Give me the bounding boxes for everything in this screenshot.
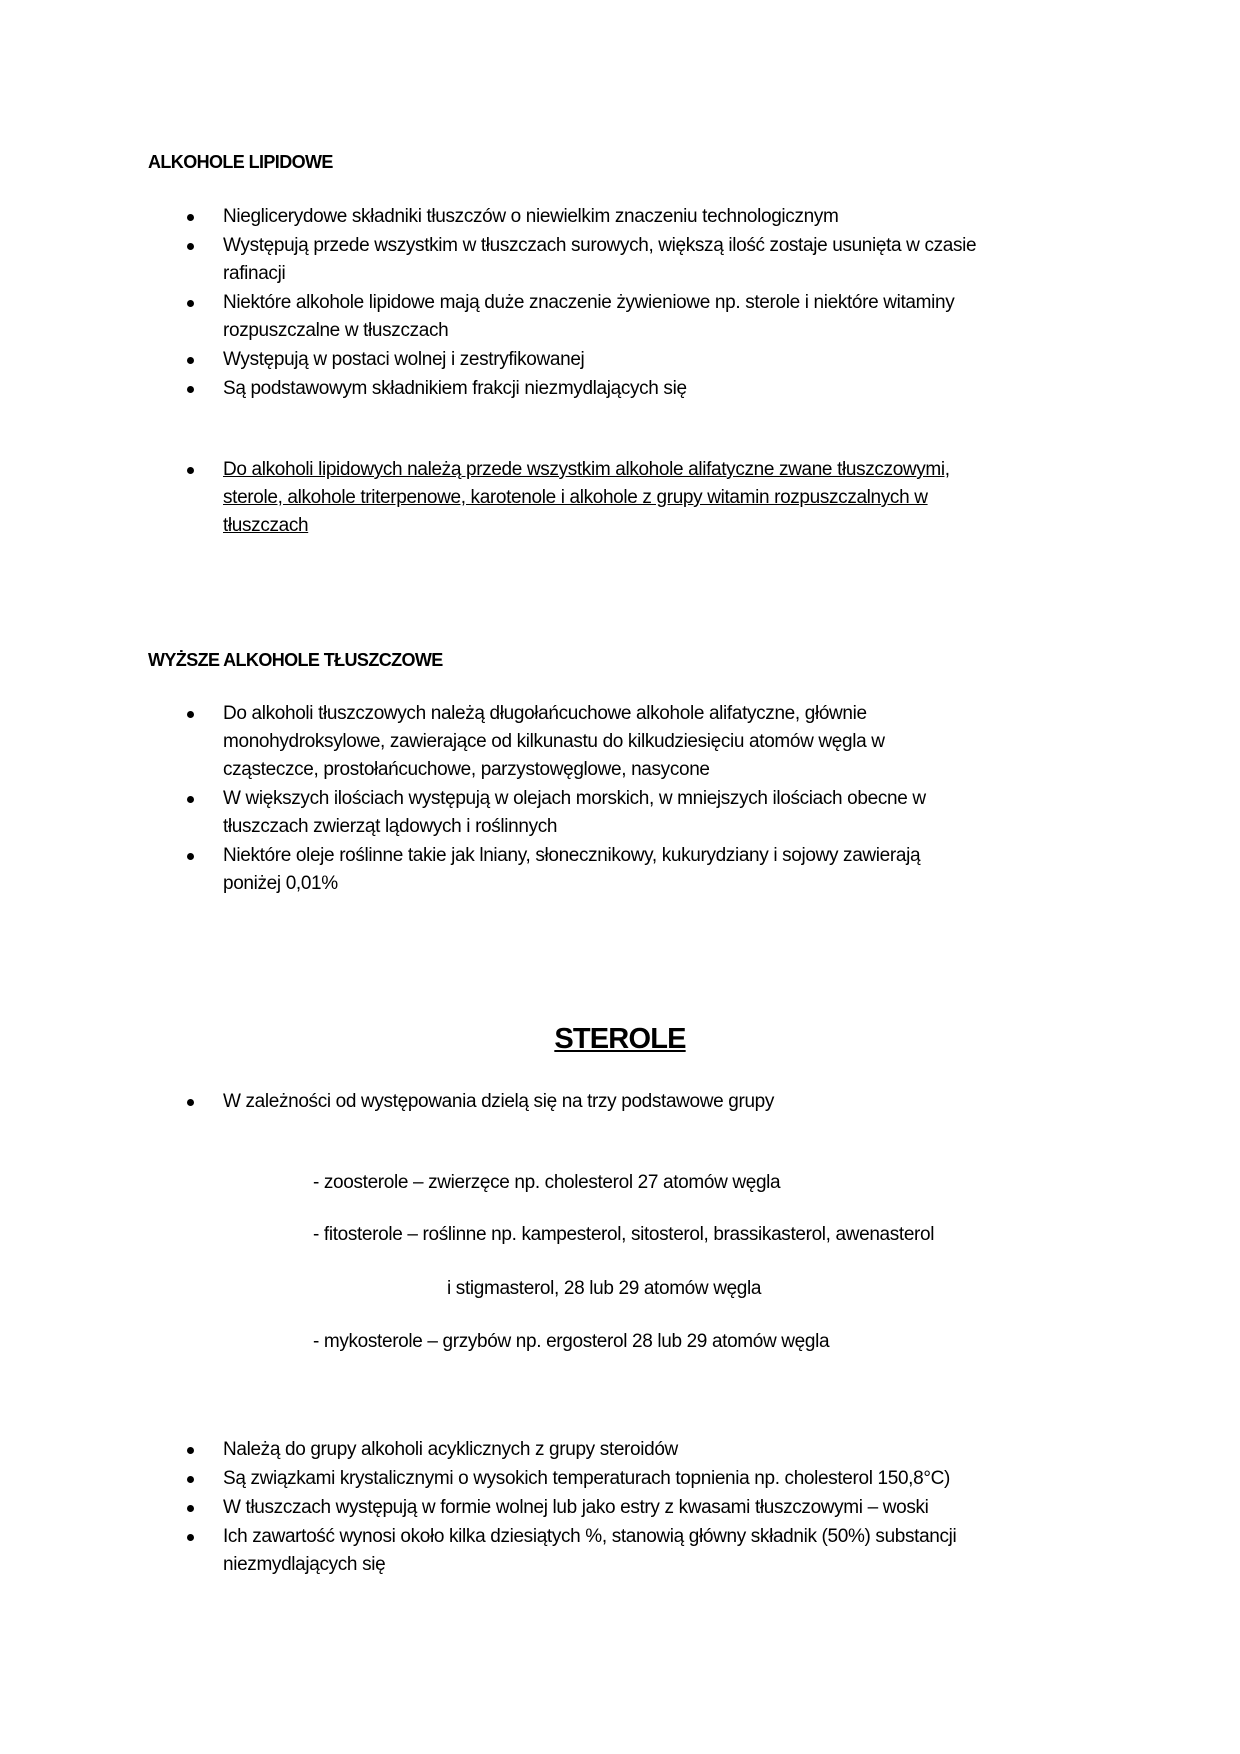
list-item-text: Niektóre oleje roślinne takie jak lniany, słonecznikowy, kukurydziany i sojowy zawierają <box>223 845 921 866</box>
bullet-icon <box>187 386 194 393</box>
list-item-text: W zależności od występowania dzielą się na trzy podstawowe grupy <box>223 1091 775 1112</box>
bullet-icon <box>187 1505 194 1512</box>
underlined-list-item-text: Do alkoholi lipidowych należą przede wszystkim alkohole alifatyczne zwane tłuszczowymi, <box>223 459 950 480</box>
sterol-group-line: - mykosterole – grzybów np. ergosterol 28 lub 29 atomów węgla <box>313 1331 830 1352</box>
bullet-icon <box>187 1099 194 1106</box>
list-item-text: Ich zawartość wynosi około kilka dziesiątych %, stanowią główny składnik (50%) substancji <box>223 1526 957 1547</box>
list-item-text: Należą do grupy alkoholi acyklicznych z grupy steroidów <box>223 1439 678 1460</box>
list-item-text: niezmydlających się <box>223 1554 386 1575</box>
list-item-text: Są podstawowym składnikiem frakcji niezmydlających się <box>223 378 687 399</box>
sterol-group-line: i stigmasterol, 28 lub 29 atomów węgla <box>447 1278 762 1299</box>
bullet-icon <box>187 300 194 307</box>
list-item-text: rafinacji <box>223 263 286 284</box>
section-title: STEROLE <box>554 1023 686 1055</box>
list-item-text: Są związkami krystalicznymi o wysokich temperaturach topnienia np. cholesterol 150,8°C) <box>223 1468 950 1489</box>
list-item-text: W większych ilościach występują w olejach morskich, w mniejszych ilościach obecne w <box>223 788 926 809</box>
list-item-text: poniżej 0,01% <box>223 873 338 894</box>
bullet-icon <box>187 467 194 474</box>
list-item-text: Występują przede wszystkim w tłuszczach surowych, większą ilość zostaje usunięta w czasie <box>223 235 977 256</box>
underlined-list-item-text: tłuszczach <box>223 515 309 536</box>
list-item-text: Do alkoholi tłuszczowych należą długołańcuchowe alkohole alifatyczne, głównie <box>223 703 867 724</box>
list-item-text: cząsteczce, prostołańcuchowe, parzystowęglowe, nasycone <box>223 759 710 780</box>
list-item-text: Występują w postaci wolnej i zestryfikowanej <box>223 349 585 370</box>
list-item-text: rozpuszczalne w tłuszczach <box>223 320 449 341</box>
section-heading: WYŻSZE ALKOHOLE TŁUSZCZOWE <box>148 650 443 670</box>
bullet-icon <box>187 796 194 803</box>
bullet-icon <box>187 711 194 718</box>
bullet-icon <box>187 1534 194 1541</box>
bullet-icon <box>187 1447 194 1454</box>
bullet-icon <box>187 357 194 364</box>
list-item-text: tłuszczach zwierząt lądowych i roślinnych <box>223 816 558 837</box>
sterol-group-line: - zoosterole – zwierzęce np. cholesterol 27 atomów węgla <box>313 1172 781 1193</box>
sterol-group-line: - fitosterole – roślinne np. kampesterol, sitosterol, brassikasterol, awenasterol <box>313 1224 935 1245</box>
section-heading: ALKOHOLE LIPIDOWE <box>148 152 333 172</box>
bullet-icon <box>187 214 194 221</box>
bullet-icon <box>187 243 194 250</box>
bullet-icon <box>187 1476 194 1483</box>
list-item-text: Nieglicerydowe składniki tłuszczów o niewielkim znaczeniu technologicznym <box>223 206 839 227</box>
list-item-text: Niektóre alkohole lipidowe mają duże znaczenie żywieniowe np. sterole i niektóre witaminy <box>223 292 955 313</box>
list-item-text: W tłuszczach występują w formie wolnej lub jako estry z kwasami tłuszczowymi – woski <box>223 1497 929 1518</box>
bullet-icon <box>187 853 194 860</box>
list-item-text: monohydroksylowe, zawierające od kilkunastu do kilkudziesięciu atomów węgla w <box>223 731 885 752</box>
underlined-list-item-text: sterole, alkohole triterpenowe, karotenole i alkohole z grupy witamin rozpuszczalnych w <box>223 487 928 508</box>
